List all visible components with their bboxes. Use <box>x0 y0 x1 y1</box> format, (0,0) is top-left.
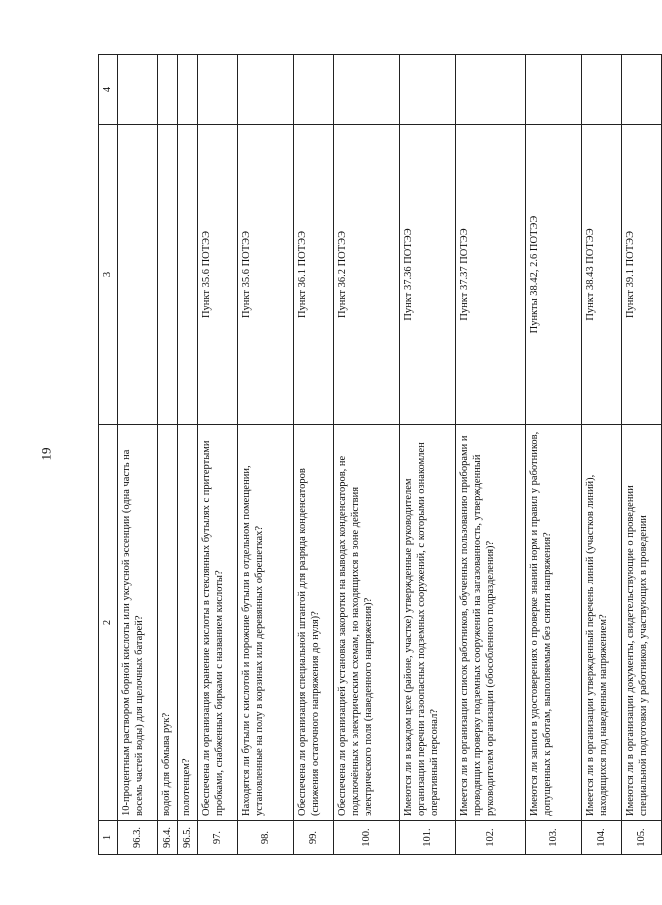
table-row <box>118 55 158 855</box>
row-number: 96.3. <box>118 821 158 855</box>
row-answer <box>294 55 334 125</box>
row-reference: Пункт 37.37 ПОТЭЭ <box>456 125 526 425</box>
row-question: Имеются ли в организации документы, свидетельствующие о проведении специальной подготовки у работников, участвующих в проведении <box>622 425 662 821</box>
row-question: Обеспечена ли организация специальной штангой для разряда конденсаторов (снижения остаточного напряжения до нуля)? <box>294 425 334 821</box>
row-reference: Пункт 37.36 ПОТЭЭ <box>400 125 456 425</box>
table-row <box>238 55 294 855</box>
row-number: 103. <box>526 821 582 855</box>
page-number: 19 <box>38 447 54 461</box>
row-reference: Пункт 35.6 ПОТЭЭ <box>238 125 294 425</box>
table-row <box>456 55 526 855</box>
row-reference <box>178 125 198 425</box>
table-row <box>400 55 456 855</box>
header-col-1: 1 <box>99 821 118 855</box>
row-answer <box>238 55 294 125</box>
row-question: Имеются ли в каждом цехе (районе, участке) утвержденные руководителем организации перечни газоопасных подземных сооружений, с которыми ознакомлен оперативный персонал? <box>400 425 456 821</box>
row-number: 101. <box>400 821 456 855</box>
row-number: 99. <box>294 821 334 855</box>
table-row <box>294 55 334 855</box>
row-number: 102. <box>456 821 526 855</box>
checklist-table <box>98 54 662 855</box>
table-row <box>198 55 238 855</box>
row-reference: Пункт 35.6 ПОТЭЭ <box>198 125 238 425</box>
row-answer <box>178 55 198 125</box>
table-row <box>178 55 198 855</box>
table-row <box>582 55 622 855</box>
row-answer <box>198 55 238 125</box>
row-answer <box>334 55 400 125</box>
row-reference: Пункт 39.1 ПОТЭЭ <box>622 125 662 425</box>
header-col-4: 4 <box>99 55 118 125</box>
row-reference: Пункт 38.43 ПОТЭЭ <box>582 125 622 425</box>
row-question: полотенцем? <box>178 425 198 821</box>
table-row <box>158 55 178 855</box>
row-number: 104. <box>582 821 622 855</box>
row-answer <box>622 55 662 125</box>
row-number: 105. <box>622 821 662 855</box>
rotated-table-container <box>98 55 650 855</box>
row-reference: Пункт 36.2 ПОТЭЭ <box>334 125 400 425</box>
row-answer <box>118 55 158 125</box>
row-number: 96.5. <box>178 821 198 855</box>
row-number: 97. <box>198 821 238 855</box>
header-col-3: 3 <box>99 125 118 425</box>
row-answer <box>456 55 526 125</box>
row-question: Имеется ли в организации утвержденный перечень линий (участков линий), находящихся под наведенным напряжением? <box>582 425 622 821</box>
row-question: Имеются ли записи в удостоверениях о проверке знаний норм и правил у работников, допущенных к работам, выполняемым без снятия напряжения? <box>526 425 582 821</box>
row-question: Обеспечена ли организация хранение кислоты в стеклянных бутылях с притертыми пробками, снабженных бирками с названием кислоты? <box>198 425 238 821</box>
row-number: 96.4. <box>158 821 178 855</box>
row-question: 10-процентным раствором борной кислоты или уксусной эссенции (одна часть на восемь частей воды) для щелочных батарей? <box>118 425 158 821</box>
row-question: Имеется ли в организации список работников, обученных пользованию приборами и проводящих проверку подземных сооружений на загазованность, утвержденный руководителем организации (обособленного подразделения)? <box>456 425 526 821</box>
row-reference: Пункты 38.42, 2.6 ПОТЭЭ <box>526 125 582 425</box>
header-row <box>99 55 118 855</box>
row-question: Находятся ли бутыли с кислотой и порожние бутыли в отдельном помещении, установленные на полу в корзинах или деревянных обрешетках? <box>238 425 294 821</box>
row-question: водой для обмыва рук? <box>158 425 178 821</box>
row-reference <box>118 125 158 425</box>
row-answer <box>582 55 622 125</box>
row-answer <box>526 55 582 125</box>
row-answer <box>158 55 178 125</box>
header-col-2: 2 <box>99 425 118 821</box>
row-reference: Пункт 36.1 ПОТЭЭ <box>294 125 334 425</box>
row-number: 98. <box>238 821 294 855</box>
table-row <box>622 55 662 855</box>
row-answer <box>400 55 456 125</box>
row-reference <box>158 125 178 425</box>
table-row <box>526 55 582 855</box>
table-row <box>334 55 400 855</box>
row-question: Обеспечена ли организацией установка закоротки на выводах конденсаторов, не подключённых к электрическим схемам, но находящихся в зоне действия электрического поля (наведенного напряжения)? <box>334 425 400 821</box>
row-number: 100. <box>334 821 400 855</box>
